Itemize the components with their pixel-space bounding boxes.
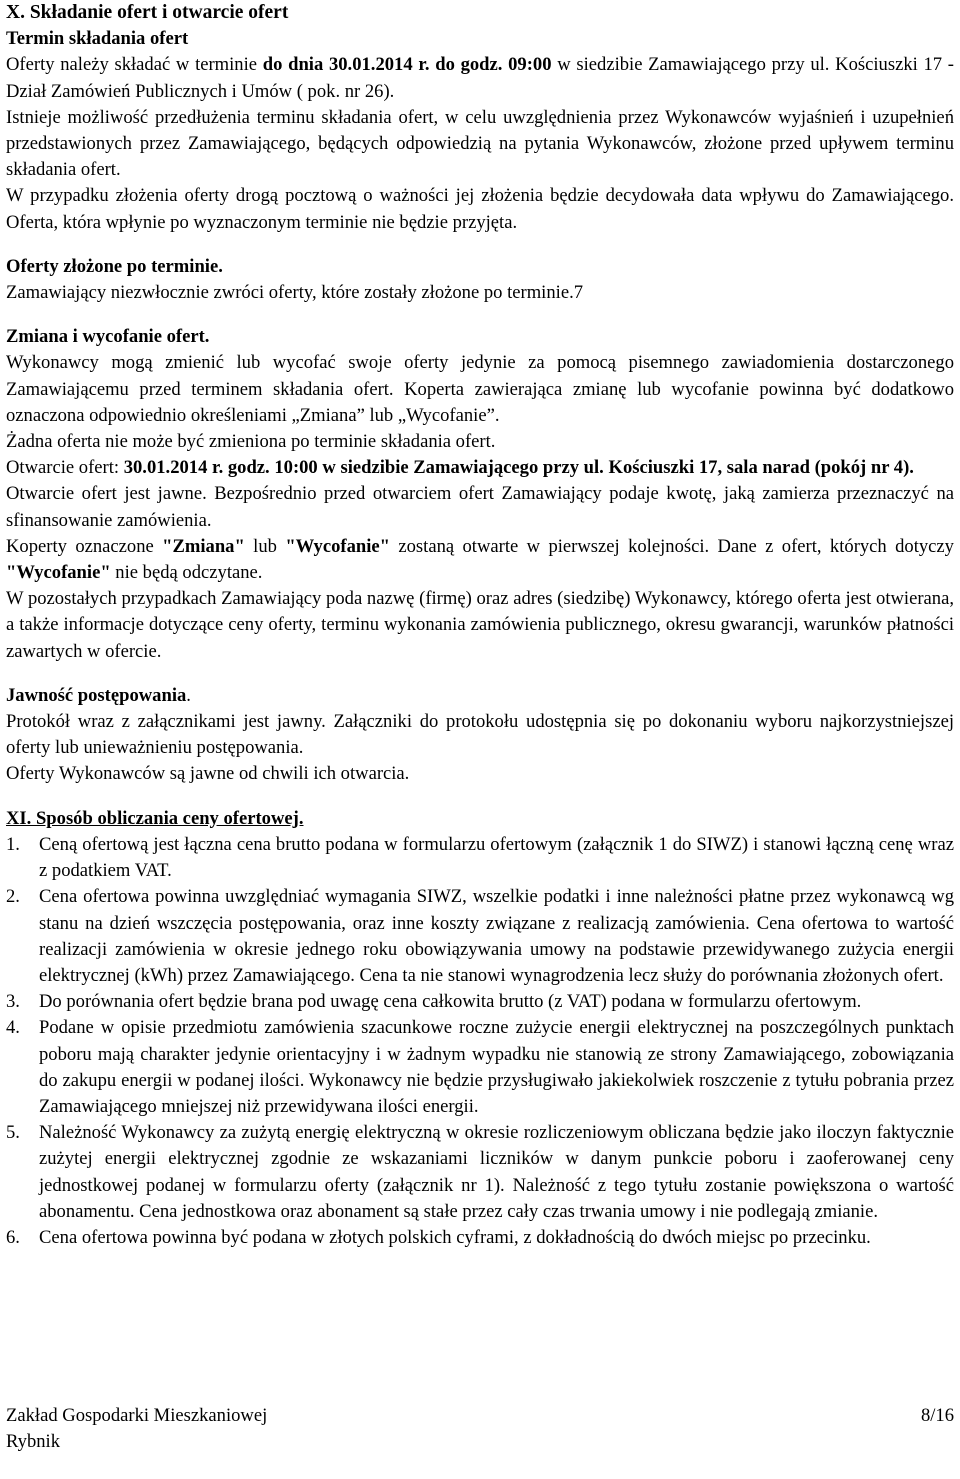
footer-organization: Zakład Gospodarki Mieszkaniowej: [6, 1405, 268, 1426]
postal-submission-paragraph: W przypadku złożenia oferty drogą pocztową o ważności jej złożenia będzie decydowała data wpływu do Zamawiającego. Oferta, która wpłynie po wyznaczonym terminie nie będzie przyjęta.: [6, 185, 954, 233]
list-item: 6. Cena ofertowa powinna być podana w złotych polskich cyframi, z dokładnością do dwóch miejsc po przecinku.: [6, 1226, 871, 1248]
change-withdraw-text: Wykonawcy mogą zmienić lub wycofać swoje oferty jedynie za pomocą pisemnego zawiadomienia dostarczonego Zamawiającemu przed terminem składania ofert. Koperta zawierająca zmianę lub wycofanie powinna być dodatkowo oznaczona odpowiednio określeniami „Zmiana” lub „Wycofanie”.: [6, 352, 954, 426]
submission-deadline-heading: Termin składania ofert: [6, 28, 189, 50]
late-offers-heading: Oferty złożone po terminie.: [6, 255, 223, 277]
no-change-text: Żadna oferta nie może być zmieniona po terminie składania ofert.: [6, 431, 496, 453]
public-opening-paragraph: Otwarcie ofert jest jawne. Bezpośrednio przed otwarciem ofert Zamawiający podaje kwotę, jaką zamierza przeznaczyć na sfinansowanie zamówienia.: [6, 483, 954, 531]
late-offers-text: Zamawiający niezwłocznie zwróci oferty, które zostały złożone po terminie.7: [6, 282, 584, 304]
list-item: 4. Podane w opisie przedmiotu zamówienia szacunkowe roczne zużycie energii elektrycznej na poszczególnych punktach poboru mają charakter jedynie orientacyjny i w żadnym wypadku nie stanowią ze strony Zamawiającego, zobowiązania do zakupu energii w podanej ilości. Wykonawcy nie będzie przysługiwało jakiekolwiek roszczenie z tytułu pobrania przez Zamawiającego mniejszej niż przewidywana ilości energii.: [6, 1017, 954, 1117]
other-cases-paragraph: W pozostałych przypadkach Zamawiający poda nazwę (firmę) oraz adres (siedzibę) Wykonawcy, którego oferta jest otwierana, a także informacje dotyczące ceny oferty, terminu wykonania zamówienia publicznego, okresu gwarancji, warunków płatności zawartych w ofercie.: [6, 588, 954, 662]
openness-offers-text: Oferty Wykonawców są jawne od chwili ich otwarcia.: [6, 763, 410, 785]
list-item: 3. Do porównania ofert będzie brana pod uwagę cena całkowita brutto (z VAT) podana w formularzu ofertowym.: [6, 991, 862, 1013]
deadline-date: do dnia 30.01.2014 r. do godz. 09:00: [262, 54, 552, 76]
openness-heading: Jawność postępowania.: [6, 684, 191, 706]
list-item: 2. Cena ofertowa powinna uwzględniać wymagania SIWZ, wszelkie podatki i inne należności płatne przez wykonawcą wg stanu na dzień wszczęcia postępowania, oraz inne koszty związane z realizacją zamówienia. Cena ofertowa to wartość realizacji zamówienia w okresie jednego roku obowiązywania umowy na podstawie przewidywanego zużycia energii elektrycznej (kWh) przez Zamawiającego. Cena ta nie stanowi wynagrodzenia lecz służy do porównania złożonych ofert.: [6, 886, 954, 986]
list-item: 5. Należność Wykonawcy za zużytą energię elektryczną w okresie rozliczeniowym obliczana będzie jako iloczyn faktycznie zużytej energii elektrycznej zgodnie ze wskazaniami liczników w danym punkcie poboru i zaoferowanej ceny jednostkowej podanej w formularzu oferty (załącznik nr 1). Należność z tego tytułu zostanie powiększona o wartość abonamentu. Cena jednostkowa oraz abonament są stałe przez cały czas trwania umowy i nie podlegają zmianie.: [6, 1122, 954, 1222]
opening-date-paragraph: Otwarcie ofert: 30.01.2014 r. godz. 10:00 w siedzibie Zamawiającego przy ul. Kościuszki 17, sala narad (pokój nr 4).: [6, 457, 914, 479]
change-withdraw-heading: Zmiana i wycofanie ofert.: [6, 326, 210, 348]
extension-paragraph: Istnieje możliwość przedłużenia terminu składania ofert, w celu uwzględnienia przez Wykonawców wyjaśnień i uzupełnień przedstawionych przez Zamawiającego, będących odpowiedzią na pytania Wykonawców, złożone przed upływem terminu składania ofert.: [6, 106, 954, 181]
price-calculation-list: [6, 832, 954, 1251]
opening-date: 30.01.2014 r. godz. 10:00 w siedzibie Zamawiającego przy ul. Kościuszki 17, sala narad (pokój nr 4).: [123, 457, 914, 479]
section-11-title: XI. Sposób obliczania ceny ofertowej.: [6, 807, 304, 829]
page-footer: [6, 1403, 954, 1455]
submission-deadline-text: Oferty należy składać w terminie do dnia 30.01.2014 r. do godz. 09:00 w siedzibie Zamawiającego przy ul. Kościuszki 17 - Dział Zamówień Publicznych i Umów ( pok. nr 26).: [6, 54, 954, 102]
envelopes-paragraph: Koperty oznaczone "Zmiana" lub "Wycofanie" zostaną otwarte w pierwszej kolejności. Dane z ofert, których dotyczy "Wycofanie" nie będą odczytane.: [6, 535, 954, 584]
openness-protocol-text: Protokół wraz z załącznikami jest jawny. Załączniki do protokołu udostępnia się po dokonaniu wyboru najkorzystniejszej oferty lub unieważnieniu postępowania.: [6, 711, 954, 759]
list-item: 1. Ceną ofertową jest łączna cena brutto podana w formularzu ofertowym (załącznik 1 do SIWZ) i stanowi łączną cenę wraz z podatkiem VAT.: [6, 833, 954, 882]
document-page: [6, 0, 954, 1251]
page-number: 8/16: [920, 1405, 954, 1426]
section-10-title: X. Składanie ofert i otwarcie ofert: [6, 2, 289, 23]
footer-city: Rybnik: [6, 1431, 61, 1453]
